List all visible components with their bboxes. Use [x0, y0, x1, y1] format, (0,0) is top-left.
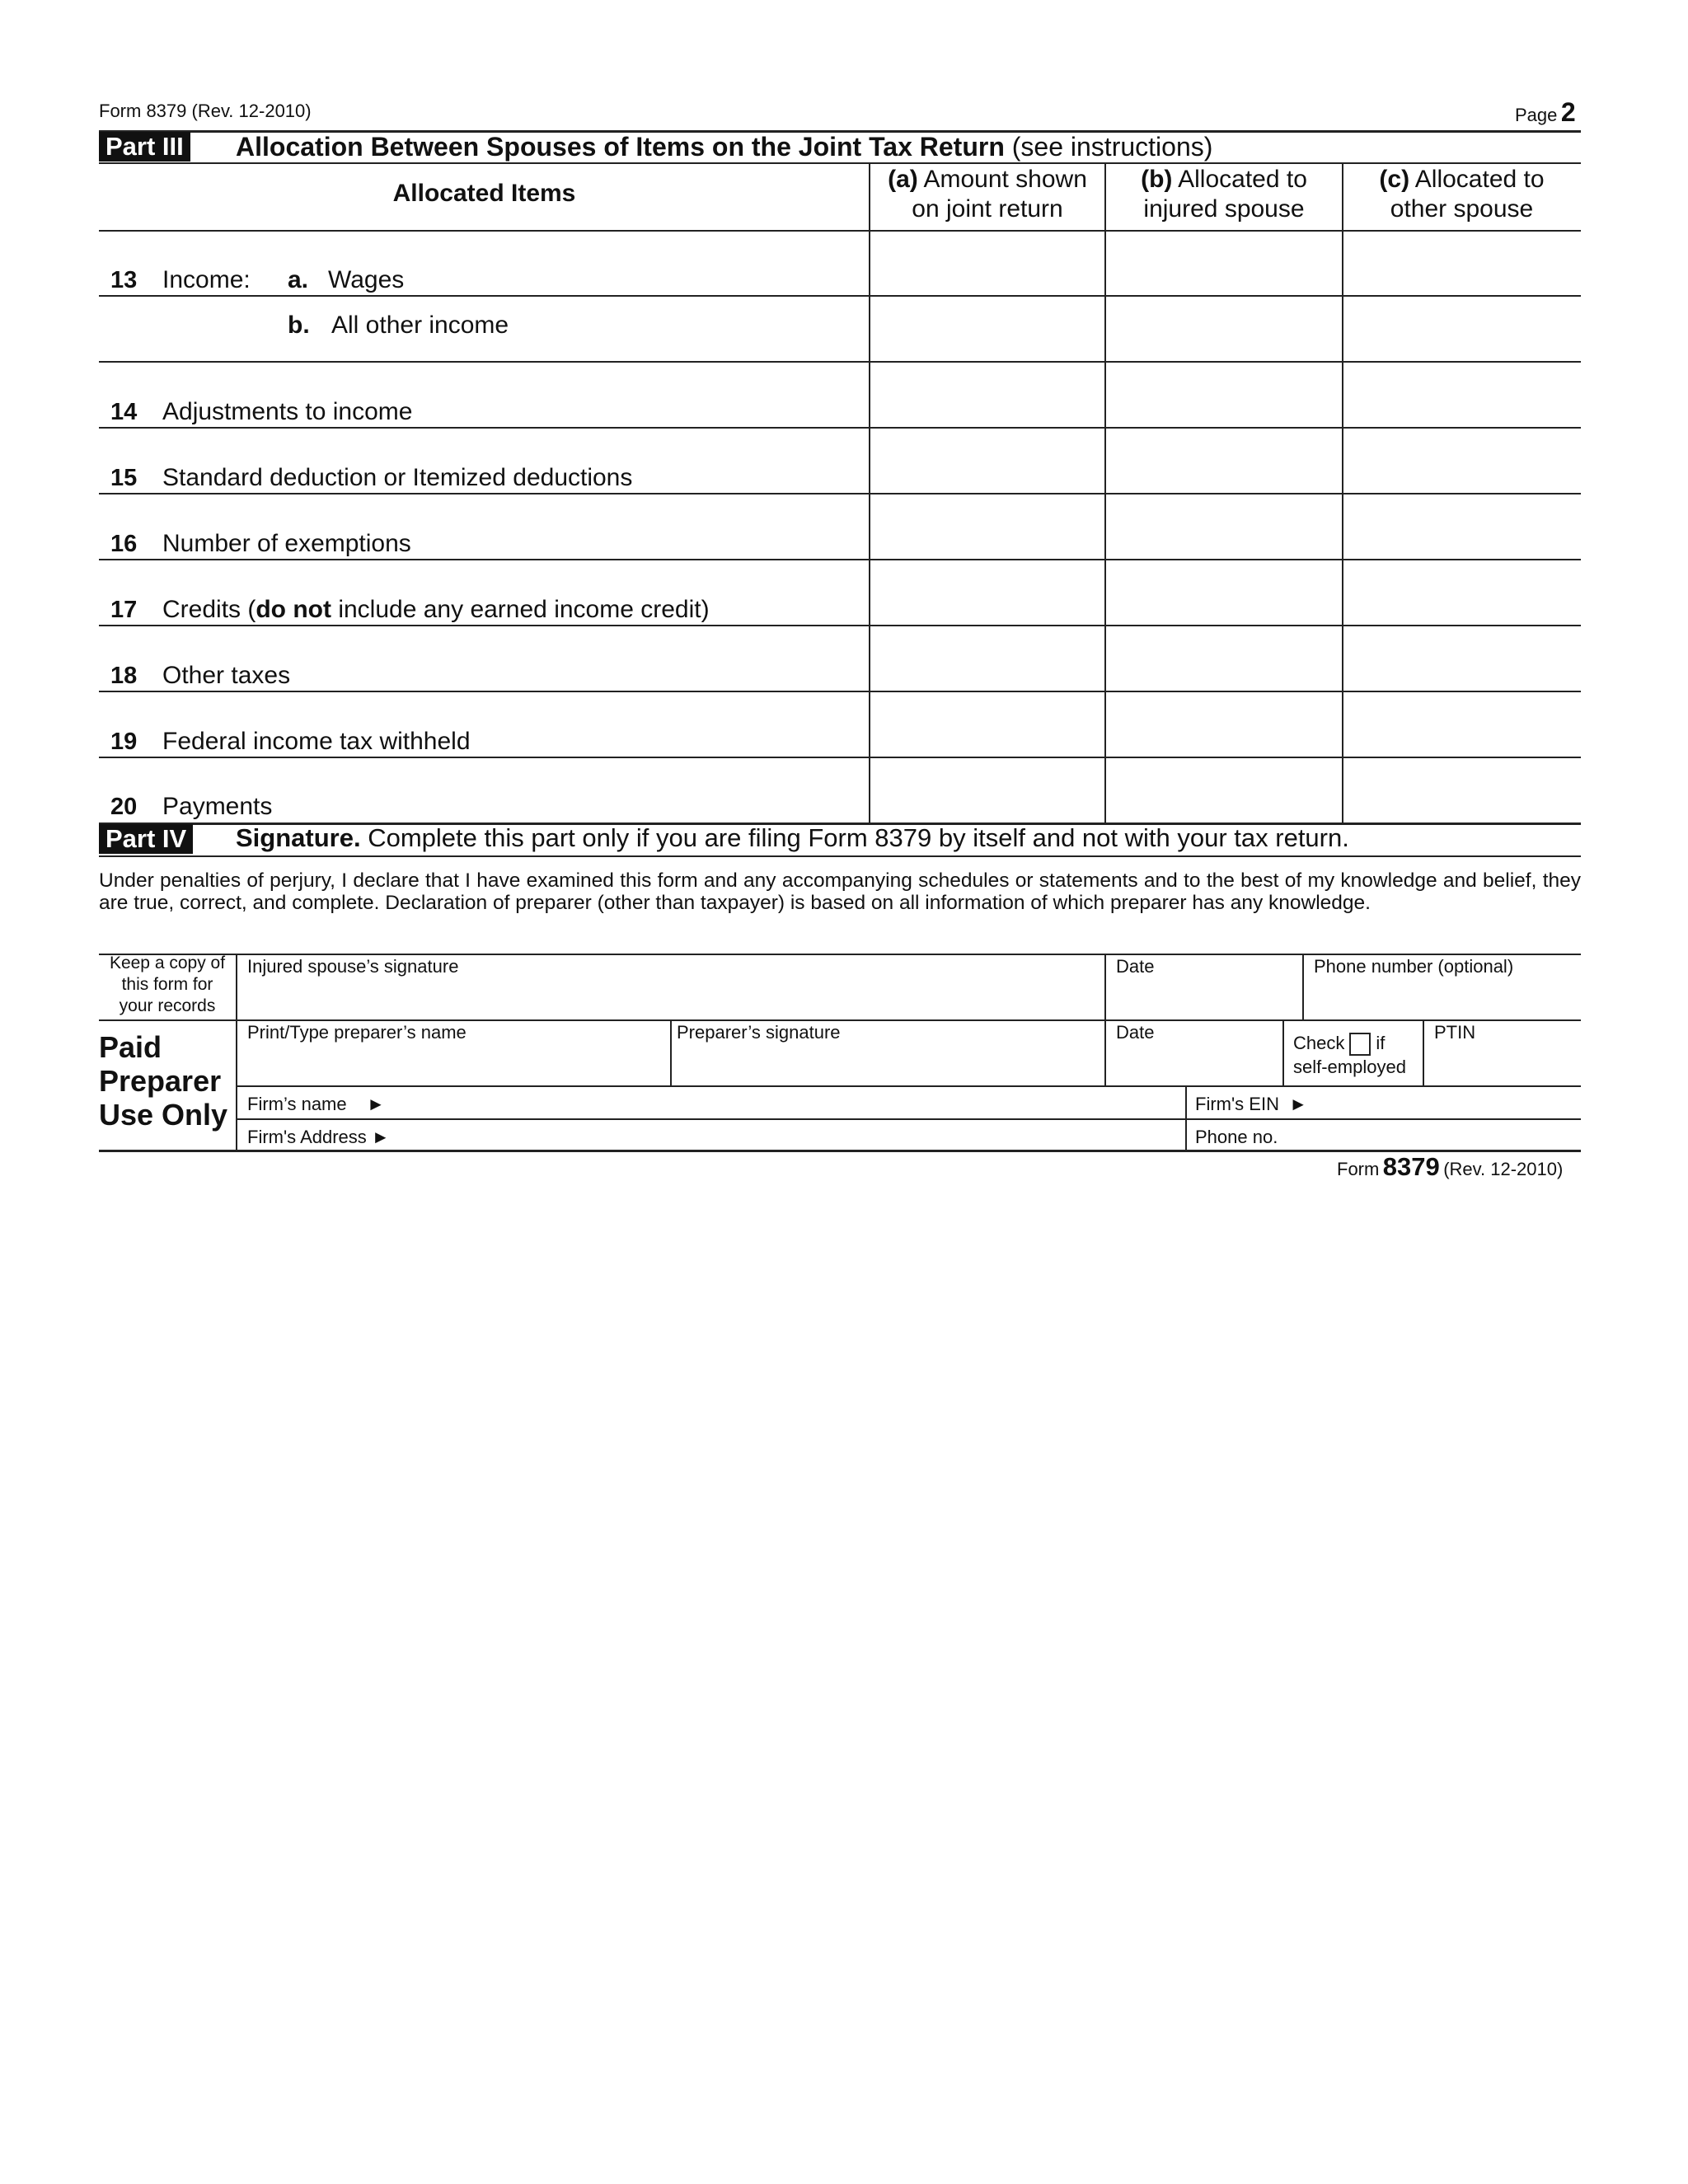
line-number: 15 [110, 465, 138, 491]
preparer-date-field[interactable] [1106, 1021, 1282, 1085]
keep-copy-line3: your records [119, 996, 216, 1015]
footer-form-number: 8379 [1382, 1152, 1440, 1181]
page-number: 2 [1560, 97, 1576, 127]
arrow-icon: ► [1289, 1094, 1307, 1114]
line13b-sub: b. [288, 312, 310, 339]
line13a-sub: a. [288, 266, 309, 293]
line17-label-post: include any earned income credit) [331, 596, 710, 623]
date-label: Date [1116, 956, 1155, 977]
col-c-header [1343, 165, 1581, 224]
col-allocated-items: Allocated Items [392, 180, 576, 207]
line13a-amount-b[interactable] [1106, 232, 1342, 295]
divider [1282, 1019, 1284, 1085]
keep-copy-line1: Keep a copy of [109, 954, 226, 972]
row-rule [99, 427, 1581, 429]
line-number: 17 [110, 597, 138, 623]
line-number: 13 [110, 267, 138, 293]
line19-label: Federal income tax withheld [162, 728, 471, 755]
row-rule [99, 625, 1581, 626]
form-reference: Form 8379 (Rev. 12-2010) [99, 101, 312, 121]
col-c-line1: Allocated to [1414, 166, 1545, 193]
line-number: 18 [110, 663, 138, 689]
injured-date-field[interactable] [1106, 955, 1302, 1019]
part4-title-bold: Signature. [236, 823, 361, 852]
injured-signature-field[interactable] [237, 955, 1104, 1019]
firm-name-field[interactable] [237, 1087, 1185, 1118]
injured-signature-label: Injured spouse’s signature [247, 956, 459, 977]
line17-label-bold: do not [256, 596, 331, 623]
arrow-icon: ► [367, 1094, 385, 1114]
part4-title-rest: Complete this part only if you are filing Form 8379 by itself and not with your tax return. [368, 823, 1349, 852]
self-employed-checkbox[interactable] [1349, 1033, 1371, 1056]
col-a-line1: Amount shown [923, 166, 1087, 193]
firm-address-field[interactable] [237, 1120, 1185, 1150]
footer-rev: (Rev. 12-2010) [1443, 1159, 1564, 1179]
line13a-label: Wages [328, 266, 405, 293]
preparer-date-label: Date [1116, 1022, 1155, 1043]
page-indicator [1515, 97, 1576, 128]
col-c-line2: other spouse [1390, 195, 1534, 223]
line13b-label: All other income [331, 312, 509, 339]
line18-label: Other taxes [162, 662, 291, 689]
line15-label: Standard deduction or Itemized deductions [162, 464, 633, 491]
preparer-name-label: Print/Type preparer’s name [247, 1022, 467, 1043]
col-b-line1: Allocated to [1178, 166, 1307, 193]
arrow-icon: ► [371, 1127, 390, 1147]
paid-line3: Use Only [99, 1098, 228, 1132]
self-employed-check [1293, 1032, 1406, 1078]
part3-title-wrap [236, 132, 1212, 162]
keep-copy-line2: this form for [121, 975, 213, 994]
part3-title-note: (see instructions) [1011, 132, 1213, 162]
firm-address-text: Firm's Address [247, 1127, 367, 1147]
ptin-label: PTIN [1434, 1022, 1476, 1043]
if-label: if [1376, 1033, 1386, 1053]
line13a-amount-a[interactable] [870, 232, 1104, 295]
col-c-letter: (c) [1379, 166, 1410, 193]
preparer-signature-label: Preparer’s signature [677, 1022, 841, 1043]
row-rule [99, 361, 1581, 363]
check-label: Check [1293, 1033, 1345, 1053]
firm-ein-field[interactable] [1187, 1087, 1581, 1118]
part3-title: Allocation Between Spouses of Items on the Joint Tax Return [236, 132, 1005, 162]
phone-optional-label: Phone number (optional) [1314, 956, 1514, 977]
paid-line2: Preparer [99, 1064, 222, 1098]
footer-form-word: Form [1337, 1159, 1380, 1179]
preparer-signature-field[interactable] [672, 1021, 1104, 1085]
perjury-declaration: Under penalties of perjury, I declare that I have examined this form and any accompanying schedules or statements and to the best of my knowledge and belief, they are true, correct, and complete. Declaration of preparer (other than taxpayer) is based on all information of which preparer has any knowledge. [99, 869, 1581, 914]
firm-phone-field[interactable] [1187, 1120, 1581, 1150]
part4-label: Part IV [99, 824, 193, 854]
firm-name-text: Firm’s name [247, 1094, 347, 1114]
line17-label-pre: Credits ( [162, 596, 256, 623]
phone-field[interactable] [1304, 955, 1581, 1019]
line-number: 14 [110, 399, 138, 425]
row-rule [99, 295, 1581, 297]
part4-header-rule [99, 855, 1581, 857]
row-rule [99, 559, 1581, 560]
page-label: Page [1515, 105, 1558, 125]
keep-copy-note [99, 953, 236, 1017]
col-b-letter: (b) [1141, 166, 1173, 193]
col-a-header [870, 165, 1105, 224]
form-footer [1337, 1152, 1563, 1182]
line13-label: Income: [162, 266, 251, 293]
phone-no-label: Phone no. [1195, 1127, 1278, 1147]
part4-title-wrap [236, 823, 1349, 853]
row-rule [99, 493, 1581, 494]
ptin-field[interactable] [1424, 1021, 1581, 1085]
col-b-line2: injured spouse [1143, 195, 1305, 223]
row-rule [99, 757, 1581, 758]
preparer-name-field[interactable] [237, 1021, 670, 1085]
firm-ein-text: Firm's EIN [1195, 1094, 1279, 1114]
col-a-line2: on joint return [912, 195, 1063, 223]
line14-label: Adjustments to income [162, 398, 413, 425]
col-a-letter: (a) [888, 166, 918, 193]
self-employed-label: self-employed [1293, 1057, 1406, 1078]
line-number: 16 [110, 531, 138, 557]
paid-preparer-heading [99, 1030, 227, 1132]
line20-label: Payments [162, 793, 273, 820]
paid-line1: Paid [99, 1030, 162, 1064]
line-number: 19 [110, 729, 138, 755]
line-number: 20 [110, 794, 138, 820]
line16-label: Number of exemptions [162, 530, 411, 557]
line13a-amount-c[interactable] [1343, 232, 1581, 295]
col-b-header [1105, 165, 1343, 224]
part3-label: Part III [99, 132, 190, 162]
part3-header-rule [99, 162, 1581, 164]
row-rule [99, 691, 1581, 692]
line17-label [162, 596, 710, 624]
